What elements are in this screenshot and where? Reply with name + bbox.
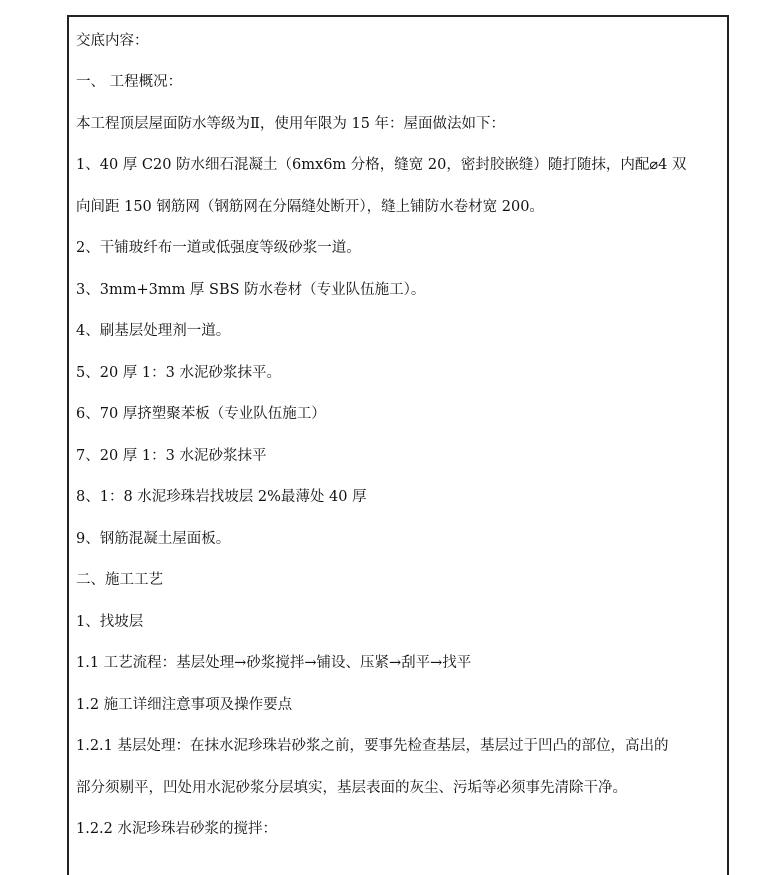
heading-project-overview: 一、 工程概况：: [76, 74, 183, 90]
heading-construction-process: 二、施工工艺: [76, 572, 163, 588]
section-label-content: 交底内容：: [76, 33, 149, 49]
subheading-key-points: 1.2 施工详细注意事项及操作要点: [76, 697, 293, 713]
subheading-slope-layer: 1、找坡层: [76, 614, 144, 630]
list-item-7: 7、20 厚 1：3 水泥砂浆抹平: [76, 448, 267, 464]
list-item-3: 3、3mm+3mm 厚 SBS 防水卷材（专业队伍施工）。: [76, 282, 426, 298]
list-item-6: 6、70 厚挤塑聚苯板（专业队伍施工）: [76, 406, 326, 422]
paragraph-base-treatment: 1.2.1 基层处理：在抹水泥珍珠岩砂浆之前，要事先检查基层，基层过于凹凸的部位，高出的: [76, 738, 669, 754]
list-item-4: 4、刷基层处理剂一道。: [76, 323, 231, 339]
list-item-9: 9、钢筋混凝土屋面板。: [76, 531, 231, 547]
paragraph-process-flow: 1.1 工艺流程：基层处理→砂浆搅拌→铺设、压紧→刮平→找平: [76, 655, 472, 671]
list-item-2: 2、干铺玻纤布一道或低强度等级砂浆一道。: [76, 240, 361, 256]
list-item-1-continued: 向间距 150 钢筋网（钢筋网在分隔缝处断开），缝上铺防水卷材宽 200。: [76, 199, 544, 215]
paragraph-base-treatment-continued: 部分须剔平，凹处用水泥砂浆分层填实，基层表面的灰尘、污垢等必须事先清除干净。: [76, 780, 627, 796]
paragraph-waterproof-grade: 本工程顶层屋面防水等级为Ⅱ，使用年限为 15 年：屋面做法如下：: [76, 116, 506, 132]
subheading-mortar-mixing: 1.2.2 水泥珍珠岩砂浆的搅拌：: [76, 821, 278, 837]
list-item-8: 8、1：8 水泥珍珠岩找坡层 2%最薄处 40 厚: [76, 489, 367, 505]
list-item-5: 5、20 厚 1：3 水泥砂浆抹平。: [76, 365, 281, 381]
list-item-1: 1、40 厚 C20 防水细石混凝土（6mx6m 分格，缝宽 20，密封胶嵌缝）随打随抹，内配⌀4 双: [76, 157, 687, 173]
